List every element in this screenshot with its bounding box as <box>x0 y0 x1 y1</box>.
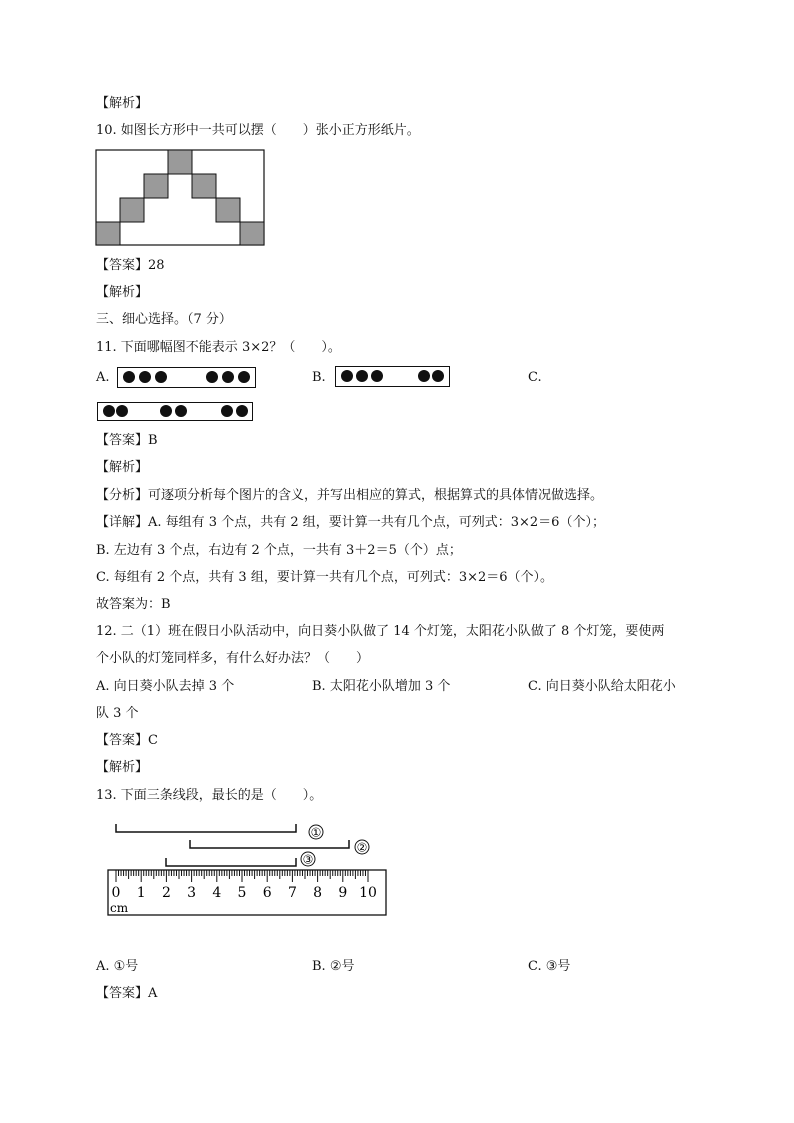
q11-question: 11. 下面哪幅图不能表示 3×2？（ ）。 <box>96 340 341 355</box>
ruler-number: 7 <box>287 885 297 901</box>
q11-xiangjie-a-text: A. 每组有 3 个点，共有 2 组，要计算一共有几个点，可列式：3×2＝6（个）； <box>148 515 605 530</box>
q13-segment-1-label: ① <box>310 825 322 840</box>
q11-answer-value: B <box>148 433 158 448</box>
dot <box>418 370 430 382</box>
q13-option-a: A. ①号 <box>96 959 139 974</box>
q13-answer-tag: 【答案】 <box>96 986 149 1001</box>
q11-option-b-label: B. <box>312 370 326 385</box>
q11-option-c-label: C. <box>528 370 542 385</box>
ruler-number: 5 <box>237 885 247 901</box>
q12-analysis-tag: 【解析】 <box>96 760 149 775</box>
dot <box>103 405 115 417</box>
dot <box>432 370 444 382</box>
dot <box>221 405 233 417</box>
q11-answer <box>96 432 158 450</box>
q12-answer-tag: 【答案】 <box>96 733 149 748</box>
ruler-number: 6 <box>262 885 272 901</box>
q12-answer-value: C <box>148 733 158 748</box>
q12-option-c-line1: C. 向日葵小队给太阳花小 <box>528 679 676 694</box>
q10-rectangle-figure <box>95 149 267 247</box>
q13-segment-3-label: ③ <box>302 852 314 867</box>
q10-gray-square <box>120 198 144 222</box>
q11-option-a-label: A. <box>96 370 110 385</box>
q13-segment-2 <box>190 840 349 848</box>
dot <box>123 371 135 383</box>
dot <box>206 371 218 383</box>
dot <box>116 405 128 417</box>
section3-title: 三、细心选择。（7 分） <box>96 312 232 327</box>
q13-question: 13. 下面三条线段，最长的是（ ）。 <box>96 788 323 803</box>
q12-question-line1: 12. 二（1）班在假日小队活动中，向日葵小队做了 14 个灯笼，太阳花小队做了 8 个灯笼，要使两 <box>96 624 665 639</box>
q10-gray-square <box>144 174 168 198</box>
dot <box>222 371 234 383</box>
ruler-number: 2 <box>161 885 171 901</box>
q12-answer <box>96 732 158 750</box>
ruler-number: 3 <box>187 885 197 901</box>
q11-option-b-figure <box>335 366 450 387</box>
q12-option-c-line2: 队 3 个 <box>96 706 139 721</box>
q13-segment-2-label: ② <box>356 840 368 855</box>
dot <box>139 371 151 383</box>
q10-gray-square <box>168 150 192 174</box>
q11-xiangjie-c: C. 每组有 2 个点，共有 3 组，要计算一共有几个点，可列式：3×2＝6（个）。 <box>96 570 554 585</box>
q11-fenxi <box>96 487 603 505</box>
q11-answer-tag: 【答案】 <box>96 433 149 448</box>
q10-answer-value: 28 <box>148 258 165 273</box>
q10-answer <box>96 257 165 275</box>
q11-option-a-figure <box>117 367 256 388</box>
q13-ruler-figure <box>100 818 395 918</box>
q9-analysis-tag: 【解析】 <box>96 96 149 111</box>
q10-gray-square <box>216 198 240 222</box>
ruler-number: 4 <box>212 885 222 901</box>
q13-answer-value: A <box>148 986 158 1001</box>
dot <box>238 371 250 383</box>
q11-fenxi-text: 可逐项分析每个图片的含义，并写出相应的算式，根据算式的具体情况做选择。 <box>148 488 604 503</box>
q13-answer <box>96 985 157 1003</box>
dot <box>155 371 167 383</box>
q11-option-c-figure <box>97 402 253 421</box>
q10-question: 10. 如图长方形中一共可以摆（ ）张小正方形纸片。 <box>96 123 420 138</box>
q10-analysis-tag: 【解析】 <box>96 285 149 300</box>
q12-option-b: B. 太阳花小队增加 3 个 <box>312 679 451 694</box>
q13-option-b: B. ②号 <box>312 959 355 974</box>
q10-gray-square <box>96 222 120 245</box>
q12-option-a: A. 向日葵小队去掉 3 个 <box>96 679 235 694</box>
ruler-number: 9 <box>338 885 348 901</box>
q11-conclusion: 故答案为：B <box>96 597 171 612</box>
dot <box>341 370 353 382</box>
dot <box>175 405 187 417</box>
ruler-number: 8 <box>313 885 323 901</box>
ruler-number: 0 <box>111 885 121 901</box>
q11-analysis-tag: 【解析】 <box>96 460 149 475</box>
dot <box>356 370 368 382</box>
q13-ruler-unit: cm <box>110 901 129 915</box>
q13-segment-3 <box>166 858 296 866</box>
q12-question-line2: 个小队的灯笼同样多，有什么好办法？（ ） <box>96 651 370 666</box>
q11-fenxi-tag: 【分析】 <box>96 488 149 503</box>
ruler-number: 10 <box>359 885 377 901</box>
q11-xiangjie-tag: 【详解】 <box>96 515 149 530</box>
ruler-number: 1 <box>136 885 146 901</box>
dot <box>160 405 172 417</box>
q13-segment-1 <box>116 824 296 832</box>
q11-xiangjie-a <box>96 514 605 532</box>
dot <box>371 370 383 382</box>
q10-gray-square <box>240 222 264 245</box>
q10-answer-tag: 【答案】 <box>96 258 149 273</box>
q11-xiangjie-b: B. 左边有 3 个点，右边有 2 个点，一共有 3＋2＝5（个）点； <box>96 543 462 558</box>
dot <box>236 405 248 417</box>
q10-gray-square <box>192 174 216 198</box>
q13-option-c: C. ③号 <box>528 959 571 974</box>
